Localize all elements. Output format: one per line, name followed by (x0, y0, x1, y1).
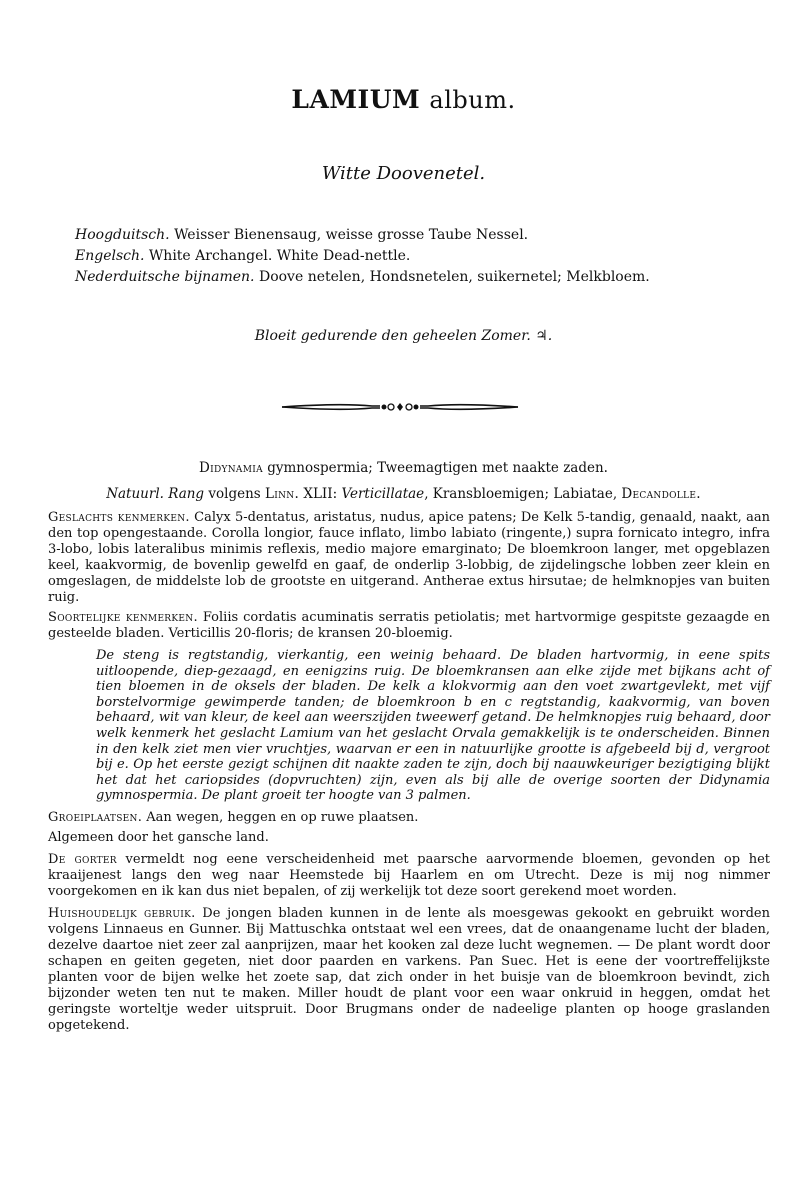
ornament-divider-icon (280, 397, 520, 417)
species-characteristics: Soortelijke kenmerken. Foliis cordatis acuminatis serratis petiolatis; met hartvormige gespitste gezaagde en gesteelde bladen. Verticillis 20-floris; de kransen 20-bloemig. (48, 610, 770, 641)
genus-characteristics: Geslachts kenmerken. Calyx 5-dentatus, aristatus, nudus, apice patens; De Kelk 5-tandig, genaald, naakt, aan den top opengestaande. Corolla longior, fauce inflato, limbo labiato (ringente,) supra fornicato integro, infra 3-lobo, lobis lateralibus minimis reflexis, medio majore emarginato; De bloemkroon langer, met opgeblazen keel, kaakvormig, de bovenlip gewelfd en gaaf, de onderlip 3-lobbig, de zijdelingsche lobben zeer klein en omgeslagen, de middelste lob de grootste en uitgerand. Antherae extus hirsutae; de helmknopjes van buiten ruig. (48, 510, 770, 605)
name-text: White Archangel. White Dead-nettle. (148, 248, 411, 264)
language-label: Engelsch. (75, 248, 145, 264)
flowering-period: Bloeit gedurende den geheelen Zomer. ♃. (254, 328, 553, 344)
name-line-german (75, 225, 755, 246)
title-genus: LAMIUM (291, 85, 421, 114)
page-title (0, 85, 807, 114)
household-use: Huishoudelijk gebruik. De jongen bladen kunnen in de lente als moesgewas gekookt en gebruikt worden volgens Linnaeus en Gunner. Bij Mattuschka ontstaat wel een vrees, dat de onaangename lucht der bladen, dezelve daartoe niet zeer zal aanprijzen, maar het kooken zal deze lucht wegnemen. — De plant wordt door schapen en geiten gegeten, niet door paarden en varkens. Pan Suec. Het is eene der voortreffelijkste planten voor de bijen welke het zoete sap, dat zich onder in het buisje van de bloemkroon bevindt, zich bijzonder weten ten nut te maken. Miller houdt de plant voor een waar onkruid in heggen, omdat het geringste worteltje weder uitspruit. Door Brugmans onder de nadeelige planten op hooge graslanden opgetekend. (48, 905, 770, 1033)
classification (0, 455, 807, 507)
name-text: Doove netelen, Hondsnetelen, suikernetel; Melkbloem. (258, 269, 650, 285)
distribution: Algemeen door het gansche land. (48, 829, 269, 845)
name-line-dutch (75, 267, 755, 288)
habitat: Groeiplaatsen. Aan wegen, heggen en op ruwe plaatsen. (48, 809, 419, 825)
main-text (48, 510, 770, 1038)
language-label: Nederduitsche bijnamen. (75, 269, 255, 285)
language-label: Hoogduitsch. (75, 227, 170, 243)
title-species: album. (429, 86, 516, 114)
plant-description: De steng is regtstandig, vierkantig, een weinig behaard. De bladen hartvormig, in eene spits uitloopende, diep-gezaagd, en eenigzins ruig. De bloemkransen aan elke zijde met bijkans acht of tien bloemen in de oksels der bladen. De kelk a klokvormig aan den voet zwartgevlekt, met vijf borstelvormige gewimperde tanden; de bloemkroon b en c regtstandig, kaakvormig, van boven behaard, wit van kleur, de keel aan weerszijden tweewerf getand. De helmknopjes ruig behaard, door welk kenmerk het geslacht Lamium van het geslacht Orvala gemakkelijk is te onderscheiden. Binnen in den kelk ziet men vier vruchtjes, waarvan er een in natuurlijke grootte is afgebeeld bij d, vergroot bij e. Op het eerste gezigt schijnen dit naakte zaden te zijn, doch bij naauwkeuriger bezigtiging blijkt het dat het cariopsides (dopvruchten) zijn, even als bij alle de overige soorten der Didynamia gymnospermia. De plant groeit ter hoogte van 3 palmen. (96, 648, 770, 804)
name-line-english (75, 246, 755, 267)
linnaean-class: Didynamia gymnospermia; Tweemagtigen met naakte zaden. (199, 460, 608, 476)
vernacular-names (75, 225, 755, 288)
natural-order: Natuurl. Rang volgens Linn. XLII: Verticillatae, Kransbloemigen; Labiatae, Decandolle. (106, 486, 701, 502)
variety-note: De gorter vermeldt nog eene verscheidenheid met paarsche aarvormende bloemen, gevonden op het kraaijenest langs den weg naar Heemstede bij Haarlem en om Utrecht. Deze is mij nog nimmer voorgekomen en ik kan dus niet bepalen, of zij werkelijk tot deze soort gerekend moet worden. (48, 851, 770, 899)
dutch-name: Witte Doovenetel. (321, 163, 486, 184)
name-text: Weisser Bienensaug, weisse grosse Taube Nessel. (174, 227, 529, 243)
